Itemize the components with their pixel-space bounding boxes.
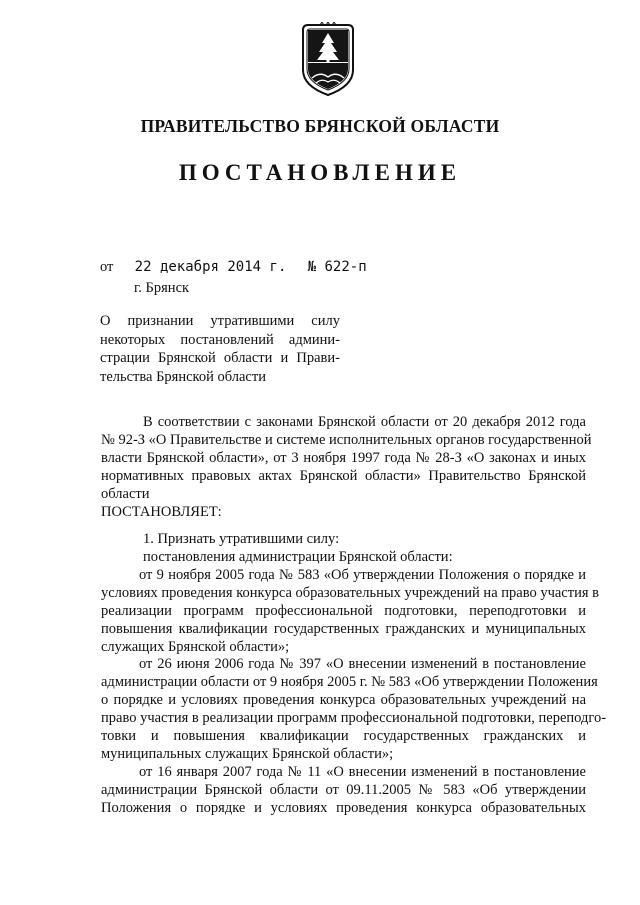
body-line: от 9 ноября 2005 года № 583 «Об утверждении Положения о порядке и [139,567,586,583]
item-1-heading: 1. Признать утратившими силу: [143,531,340,547]
body-line: реализации программ профессиональной подготовки, переподготовки и [101,602,586,619]
item-1 [101,531,586,567]
body-line: области [101,485,150,502]
body-line: повышения квалификации государственных гражданских и муниципальных [101,620,586,637]
body-line: муниципальных служащих Брянской области»; [101,745,394,762]
subject-line: некоторых постановлений админи- [100,331,340,348]
body-line: товки и повышения квалификации государственных гражданских и [101,727,586,744]
item-1-subheading: постановления администрации Брянской области: [143,548,453,565]
body-line: В соответствии с законами Брянской области от 20 декабря 2012 года [143,414,586,430]
body-line: условиях проведения конкурса образовательных учреждений на право участия в [101,584,599,601]
body-line: от 26 июня 2006 года № 397 «О внесении изменений в постановление [139,656,586,672]
document-subject [100,312,340,386]
body-line: нормативных правовых актах Брянской области» Правительство Брянской [101,467,586,484]
body-line: администрации Брянской области от 09.11.2005 № 583 «Об утверждении [101,781,586,798]
body-line: от 16 января 2007 года № 11 «О внесении изменений в постановление [139,764,586,780]
paragraph-1 [101,567,599,657]
body-line: власти Брянской области», от 3 ноября 1997 года № 28-З «О законах и иных [101,449,586,466]
body-line: № 92-З «О Правительстве и системе исполнительных органов государственной [101,431,592,448]
date-number-line [100,259,367,276]
body-line: о порядке и условиях проведения конкурса образовательных учреждений на [101,691,586,708]
preamble [101,414,592,521]
document-number: № 622-п [307,259,367,275]
body-line: служащих Брянской области»; [101,638,290,655]
from-label: от [100,259,114,275]
subject-line: страции Брянской области и Прави- [100,350,340,367]
document-type-title: ПОСТАНОВЛЕНИЕ [178,160,462,185]
subject-line: тельства Брянской области [100,368,266,385]
decree-word: ПОСТАНОВЛЯЕТ: [101,503,222,520]
paragraph-2 [101,656,607,763]
body-line: Положения о порядке и условиях проведения конкурса образовательных [101,799,586,816]
subject-line: О признании утратившими силу [100,313,340,329]
body-line: администрации области от 9 ноября 2005 г. № 583 «Об утверждении Положения [101,673,598,690]
bryansk-coat-of-arms-icon [298,22,358,98]
document-date: 22 декабря 2014 г. [134,259,287,275]
city-label: г. Брянск [134,280,190,296]
paragraph-3 [101,764,586,818]
body-line: право участия в реализации программ профессиональной подготовки, переподго- [101,709,607,726]
government-title: ПРАВИТЕЛЬСТВО БРЯНСКОЙ ОБЛАСТИ [140,116,500,136]
